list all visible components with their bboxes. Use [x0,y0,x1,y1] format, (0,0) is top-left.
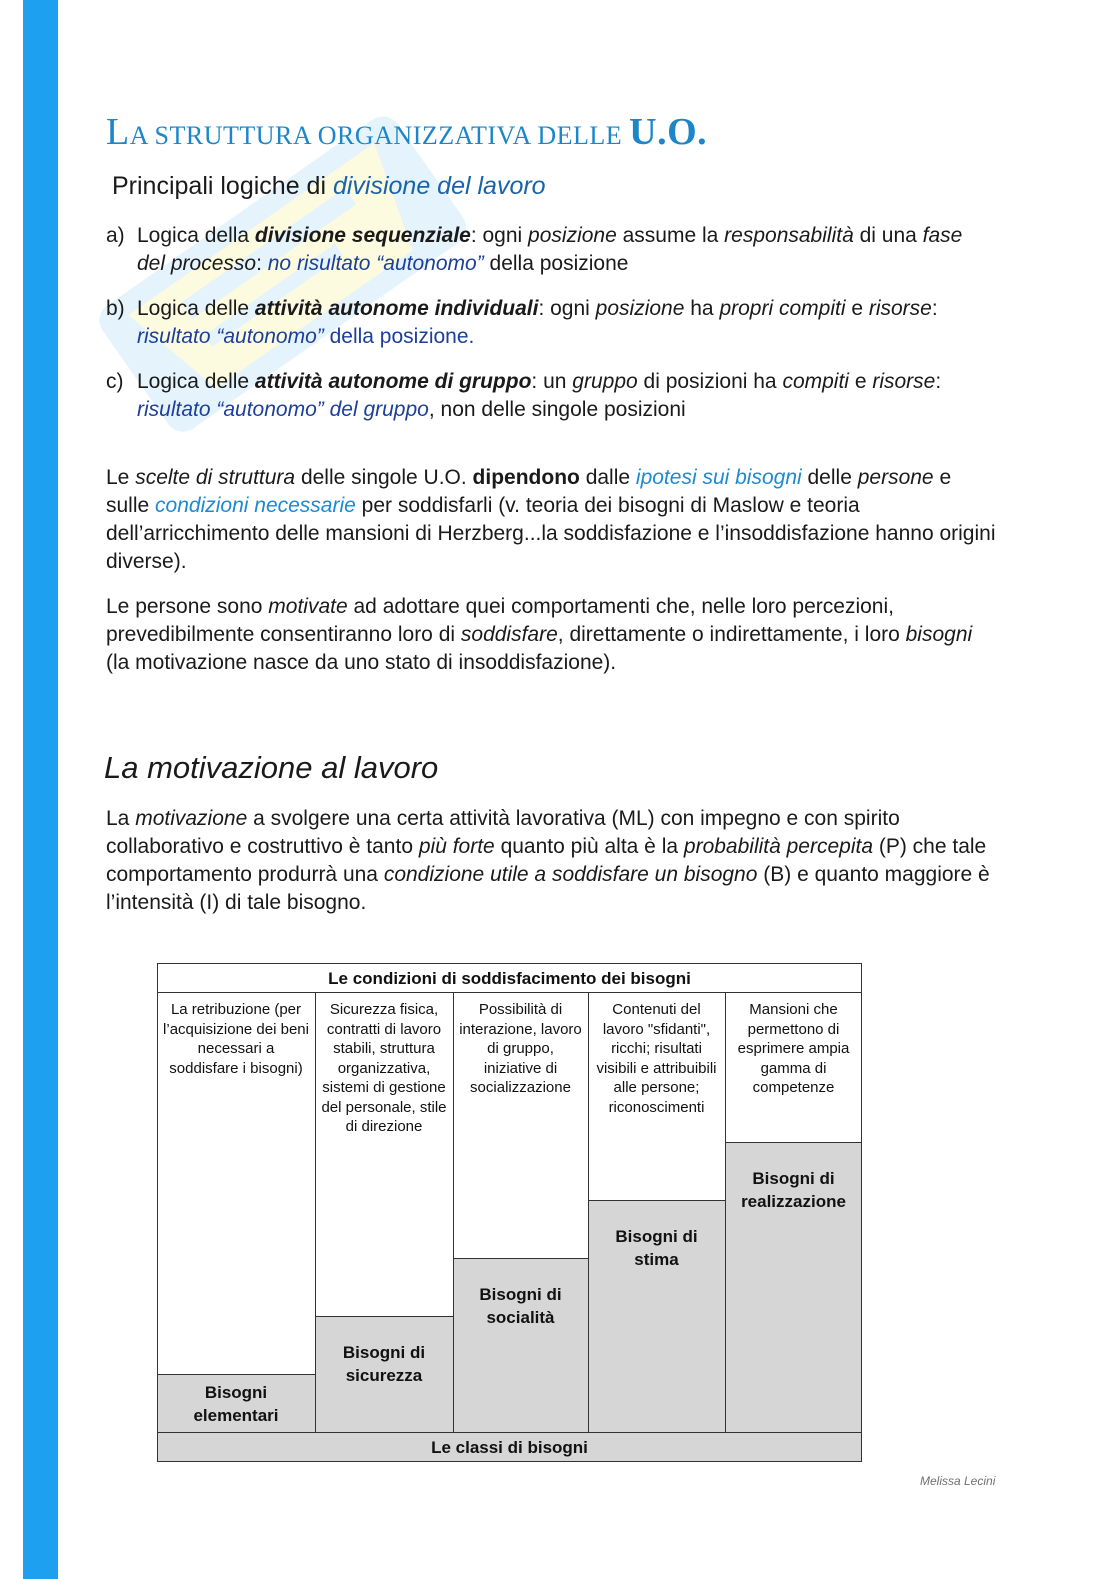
need-label: Bisogni di stima [615,1227,698,1269]
need-label: Bisogni di socialità [479,1285,562,1327]
section-heading-motivation: La motivazione al lavoro [104,750,439,785]
list-item: a) Logica della divisione sequenziale: ogni posizione assume la responsabilità di una fase del processo: no risultato “autonomo” della posizione [106,224,963,275]
condition-text: Mansioni che permettono di esprimere ampia gamma di competenze [737,1001,850,1096]
condition-text: Sicurezza fisica, contratti di lavoro stabili, struttura organizzativa, sistemi di gestione del personale, stile di direzione [321,1001,447,1135]
chart-footer-label: Le classi di bisogni [431,1438,588,1457]
list-item: c) Logica delle attività autonome di gruppo: un gruppo di posizioni ha compiti e risorse: risultato “autonomo” del gruppo, non delle singole posizioni [106,370,942,421]
paragraph-motivation-definition: La motivazione a svolgere una certa attività lavorativa (ML) con impegno e con spirito collaborativo e costruttivo è tanto più forte quanto più alta è la probabilità percepita (P) che tale comportamento produrrà una condizione utile a soddisfare un bisogno (B) e quanto maggiore è l’intensità (I) di tale bisogno. [106,807,990,914]
need-label: Bisogni di sicurezza [342,1343,426,1385]
paragraph-motivated-people: Le persone sono motivate ad adottare quei comportamenti che, nelle loro percezioni, prevedibilmente consentiranno loro di soddisfare, direttamente o indirettamente, i loro bisogni (la motivazione nasce da uno stato di insoddisfazione). [106,595,973,674]
chart-title: Le condizioni di soddisfacimento dei bisogni [328,969,691,988]
condition-text: La retribuzione (per l’acquisizione dei beni necessari a soddisfare i bisogni) [163,1001,309,1077]
condition-text: Contenuti del lavoro "sfidanti", ricchi; risultati visibili e attribuibili alle persone; riconoscimenti [596,1001,717,1116]
page-title: LA STRUTTURA ORGANIZZATIVA DELLE U.O. [106,111,708,153]
need-label: Bisogni di realizzazione [741,1169,846,1211]
needs-conditions-chart [157,963,862,1462]
division-logic-list [106,222,986,441]
sidebar-accent-bar [23,0,58,1579]
need-label: Bisogni elementari [193,1383,279,1425]
list-item: b) Logica delle attività autonome individuali: ogni posizione ha propri compiti e risorse: risultato “autonomo” della posizione. [106,297,938,348]
condition-text: Possibilità di interazione, lavoro di gruppo, iniziative di socializzazione [459,1001,582,1096]
author-signature: Melissa Lecini [920,1474,996,1488]
section-subtitle: Principali logiche di divisione del lavoro [112,172,546,200]
paragraph-structure-choices: Le scelte di struttura delle singole U.O. dipendono dalle ipotesi sui bisogni delle persone e sulle condizioni necessarie per soddisfarli (v. teoria dei bisogni di Maslow e teoria dell’arricchimento delle mansioni di Herzberg...la soddisfazione e l’insoddisfazione hanno origini diverse). [106,466,996,573]
